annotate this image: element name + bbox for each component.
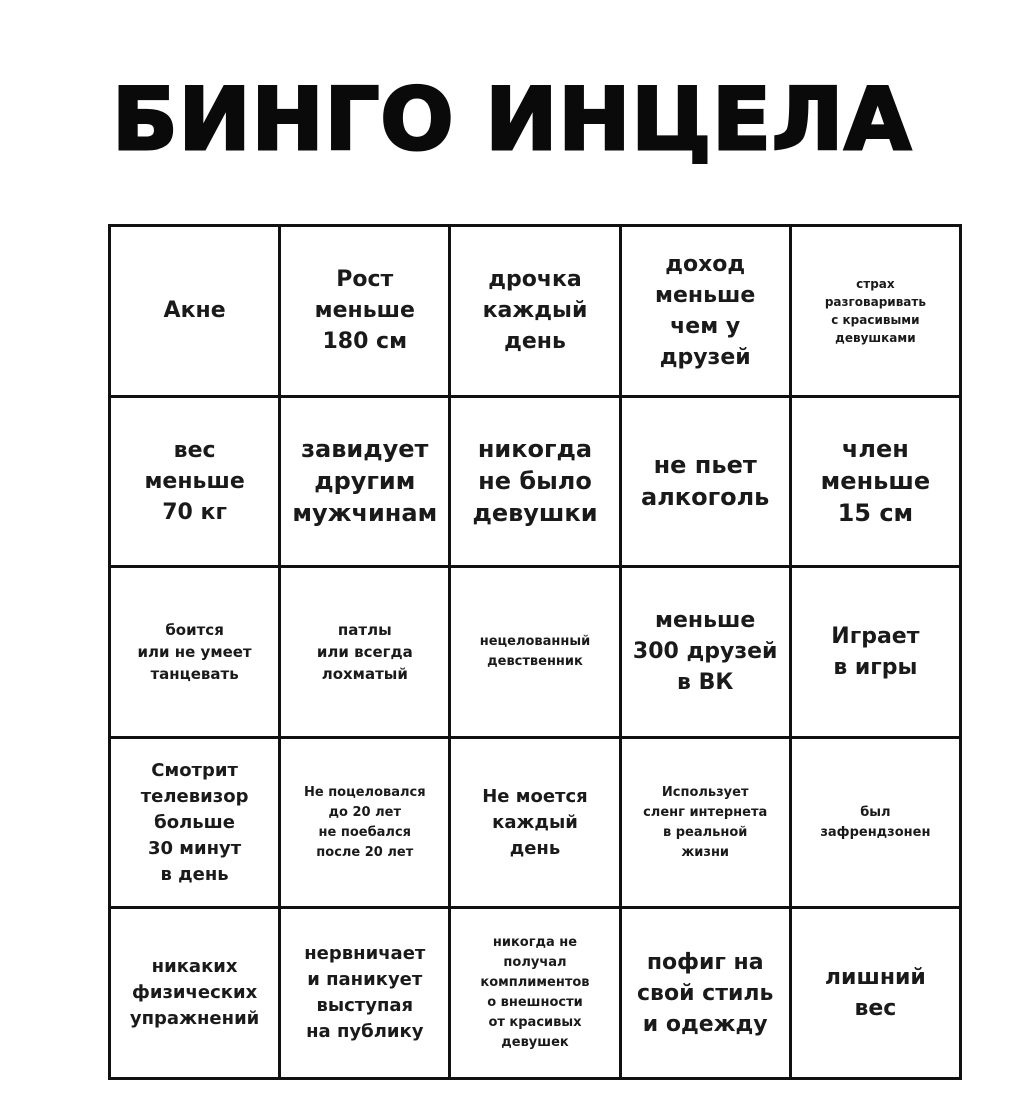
bingo-cell-text: никогда не было девушки [472,435,598,528]
bingo-cell-text: пофиг на свой стиль и одежду [637,949,774,1037]
bingo-cell-text: член меньше 15 см [820,435,931,528]
bingo-cell-text: лишний вес [824,965,926,1022]
bingo-cell [451,909,618,1077]
bingo-cell [111,227,278,395]
bingo-cell [451,398,618,566]
bingo-cell-text: вес меньше 70 кг [144,437,245,525]
bingo-cell-text: дрочка каждый день [482,267,588,355]
bingo-cell [622,568,789,736]
bingo-cell [281,568,448,736]
bingo-cell [792,398,959,566]
bingo-cell [111,568,278,736]
bingo-cell [792,568,959,736]
bingo-cell [111,909,278,1077]
bingo-cell [281,739,448,907]
bingo-cell [451,568,618,736]
bingo-cell [622,398,789,566]
bingo-cell [111,398,278,566]
bingo-cell-text: никаких физических упражнений [129,956,260,1030]
bingo-grid [108,224,962,1080]
bingo-cell-text: никогда не получал комплиментов о внешности от красивых девушек [480,935,590,1051]
bingo-cell-text: был зафрендзонен [820,804,931,840]
bingo-cell [451,739,618,907]
bingo-cell [451,227,618,395]
bingo-cell [792,739,959,907]
bingo-cell-text: боится или не умеет танцевать [137,620,252,683]
bingo-cell-text: нецелованный девственник [479,633,591,669]
bingo-cell [622,227,789,395]
bingo-cell [281,909,448,1077]
bingo-cell-text: нервничает и паникует выступая на публику [304,943,426,1043]
bingo-cell [792,909,959,1077]
bingo-cell-text: Акне [163,298,226,324]
bingo-cell [281,398,448,566]
bingo-cell-text: доход меньше чем у друзей [655,251,756,370]
bingo-cell-text: Смотрит телевизор больше 30 минут в день [140,759,249,885]
bingo-cell-text: не пьет алкоголь [641,451,770,512]
bingo-cell-text: Использует сленг интернета в реальной жизни [643,784,768,860]
bingo-cell [622,739,789,907]
bingo-cell [281,227,448,395]
bingo-cell-text: Не моется каждый день [482,785,588,859]
bingo-cell [111,739,278,907]
bingo-cell [622,909,789,1077]
bingo-cell [792,227,959,395]
bingo-cell-text: Играет в игры [831,623,920,680]
bingo-cell-text: Не поцеловался до 20 лет не поебался после 20 лет [303,784,426,860]
bingo-cell-text: патлы или всегда лохматый [316,620,413,683]
bingo-cell-text: страх разговаривать с красивыми девушками [824,276,926,345]
bingo-cell-text: меньше 300 друзей в ВК [632,608,778,696]
bingo-cell-text: завидует другим мужчинам [292,435,438,528]
page-title: БИНГО ИНЦЕЛА [112,70,912,170]
bingo-cell-text: Рост меньше 180 см [314,267,415,355]
